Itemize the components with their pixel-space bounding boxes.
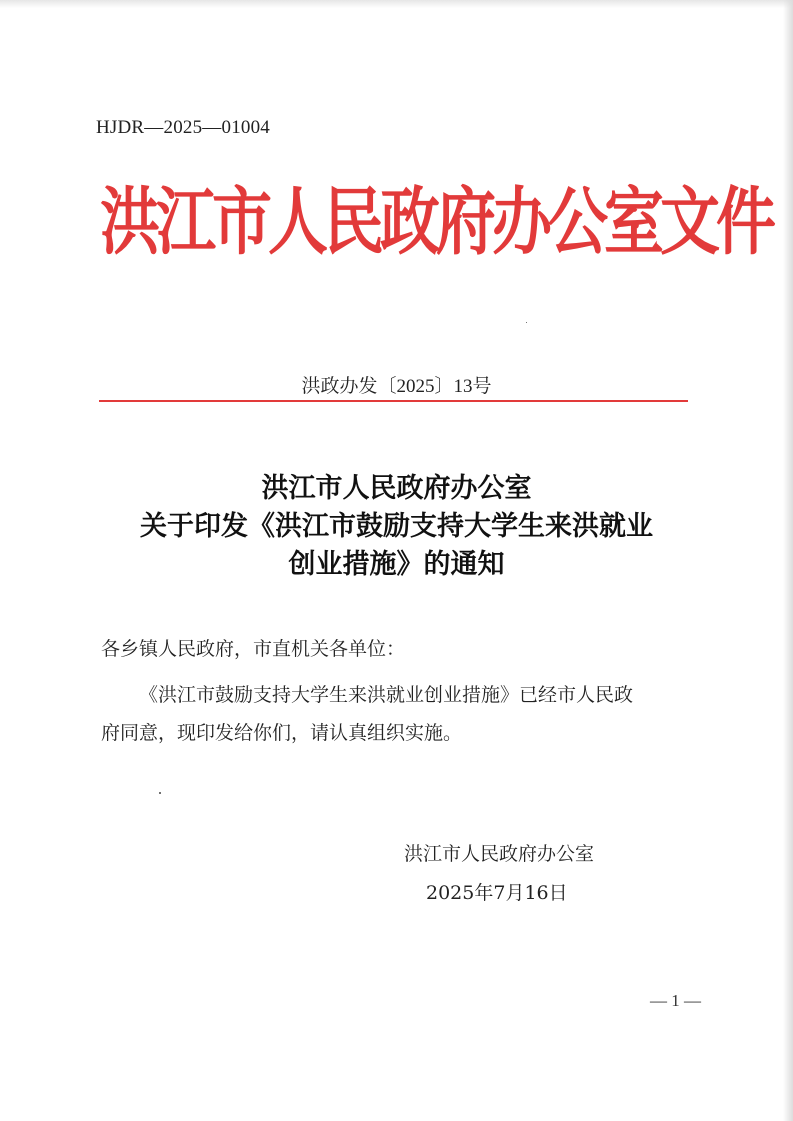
issuer-name: 洪江市人民政府办公室 [404,843,595,865]
scan-speck [526,322,527,323]
document-code: HJDR—2025—01004 [96,117,271,138]
scan-speck [159,792,161,794]
notice-title-line: 创业措施》的通知 [288,549,505,580]
red-divider-line [99,400,688,402]
salutation: 各乡镇人民政府，市直机关各单位： [101,638,406,660]
document-number: 洪政办发〔2025〕13号 [301,376,492,397]
page-number: — 1 — [650,991,701,1010]
masthead-title: 洪江市人民政府办公室文件 [100,179,772,266]
issue-date: 2025年7月16日 [426,882,568,904]
body-paragraph [101,676,634,752]
notice-title [0,470,793,584]
body-line: 府同意，现印发给你们，请认真组织实施。 [101,722,463,744]
scan-edge-top [0,0,793,8]
notice-title-line: 关于印发《洪江市鼓励支持大学生来洪就业 [140,511,653,542]
notice-title-line: 洪江市人民政府办公室 [261,473,532,504]
body-line: 《洪江市鼓励支持大学生来洪就业创业措施》已经市人民政 [139,684,634,706]
